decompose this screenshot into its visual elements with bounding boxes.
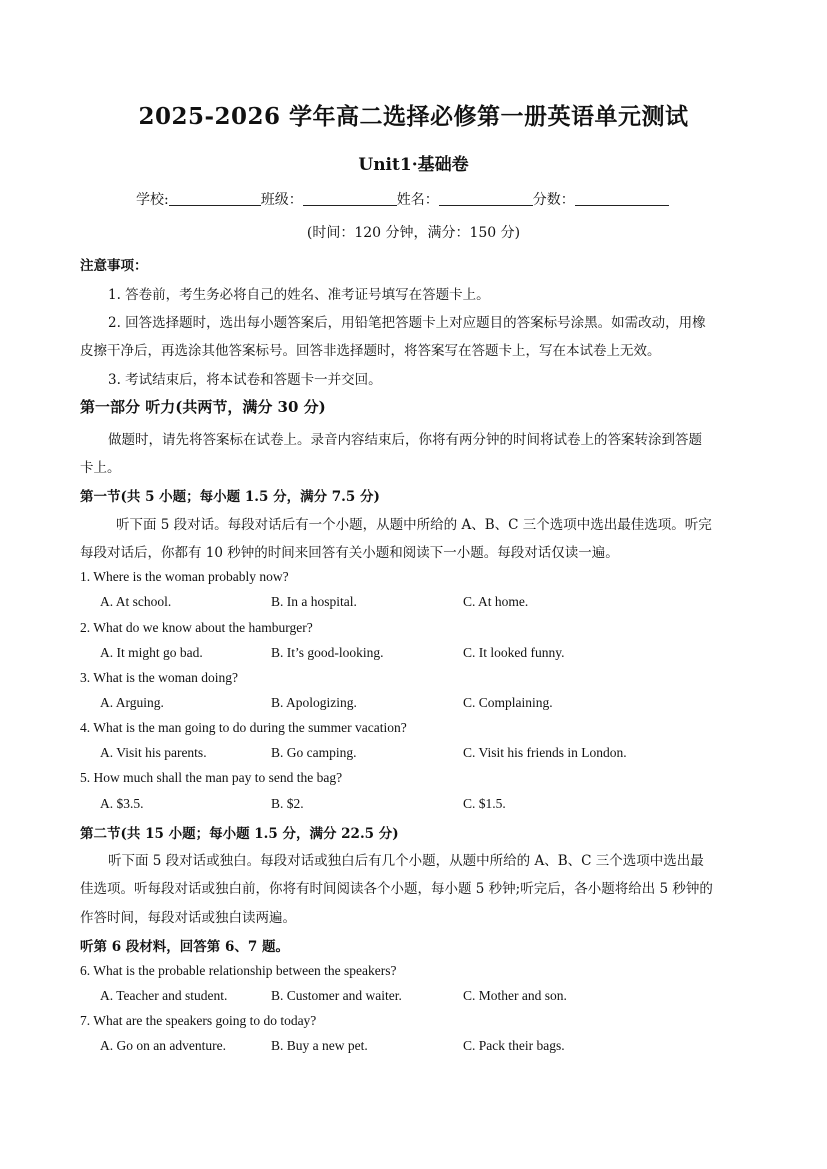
question-2-option-c[interactable]: C. It looked funny. <box>463 645 565 660</box>
question-6-option-a[interactable]: A. Teacher and student. <box>100 988 228 1003</box>
school-blank[interactable] <box>169 191 261 206</box>
question-3-option-a[interactable]: A. Arguing. <box>100 695 164 710</box>
section1-heading: 第一节(共 5 小题；每小题 1.5 分，满分 7.5 分) <box>80 489 380 505</box>
question-6: 6. What is the probable relationship between the speakers? <box>80 963 397 978</box>
question-3-option-b[interactable]: B. Apologizing. <box>271 695 357 710</box>
notes-heading: 注意事项： <box>80 258 148 274</box>
question-6-option-c[interactable]: C. Mother and son. <box>463 988 567 1003</box>
question-2: 2. What do we know about the hamburger? <box>80 620 313 635</box>
exam-title: 2025-2026 学年高二选择必修第一册英语单元测试 <box>138 103 689 130</box>
time-info: (时间：120 分钟，满分：150 分) <box>306 225 521 241</box>
name-label: 姓名： <box>396 192 439 208</box>
question-7-option-c[interactable]: C. Pack their bags. <box>463 1038 565 1053</box>
part1-heading: 第一部分 听力(共两节，满分 30 分) <box>80 398 326 416</box>
material-6-heading: 听第 6 段材料，回答第 6、7 题。 <box>80 939 289 955</box>
section2-heading: 第二节(共 15 小题；每小题 1.5 分，满分 22.5 分) <box>80 826 399 842</box>
section2-intro-line1: 听下面 5 段对话或独白。每段对话或独白后有几个小题，从题中所给的 A、B、C 三个选项中选出最 <box>108 853 704 869</box>
school-label: 学校: <box>136 192 169 208</box>
part1-intro-line1: 做题时，请先将答案标在试卷上。录音内容结束后，你将有两分钟的时间将试卷上的答案转涂到答题 <box>108 432 702 448</box>
question-5-option-a[interactable]: A. $3.5. <box>100 796 144 811</box>
question-6-option-b[interactable]: B. Customer and waiter. <box>271 988 402 1003</box>
question-4-option-a[interactable]: A. Visit his parents. <box>100 745 207 760</box>
question-2-option-a[interactable]: A. It might go bad. <box>100 645 203 660</box>
note-item-2-line1: 2. 回答选择题时，选出每小题答案后，用铅笔把答题卡上对应题目的答案标号涂黑。如需改动，用橡 <box>108 315 706 331</box>
question-1: 1. Where is the woman probably now? <box>80 569 289 584</box>
question-3-option-c[interactable]: C. Complaining. <box>463 695 553 710</box>
question-4-option-c[interactable]: C. Visit his friends in London. <box>463 745 627 760</box>
score-blank[interactable] <box>575 191 669 206</box>
class-blank[interactable] <box>303 191 397 206</box>
question-7-option-a[interactable]: A. Go on an adventure. <box>100 1038 226 1053</box>
student-info-row <box>136 189 736 209</box>
section2-intro-line3: 作答时间，每段对话或独白读两遍。 <box>80 910 296 926</box>
note-item-2-line2: 皮擦干净后，再选涂其他答案标号。回答非选择题时，将答案写在答题卡上，写在本试卷上无效。 <box>80 343 661 359</box>
question-1-option-c[interactable]: C. At home. <box>463 594 529 609</box>
question-5-option-c[interactable]: C. $1.5. <box>463 796 506 811</box>
question-5-option-b[interactable]: B. $2. <box>271 796 304 811</box>
section1-intro-line1: 听下面 5 段对话。每段对话后有一个小题，从题中所给的 A、B、C 三个选项中选出最佳选项。听完 <box>116 517 712 533</box>
name-blank[interactable] <box>439 191 533 206</box>
question-1-option-a[interactable]: A. At school. <box>100 594 172 609</box>
question-4: 4. What is the man going to do during the summer vacation? <box>80 720 407 735</box>
part1-intro-line2: 卡上。 <box>80 460 121 476</box>
question-1-option-b[interactable]: B. In a hospital. <box>271 594 357 609</box>
question-7: 7. What are the speakers going to do today? <box>80 1013 317 1028</box>
question-7-option-b[interactable]: B. Buy a new pet. <box>271 1038 368 1053</box>
note-item-3: 3. 考试结束后，将本试卷和答题卡一并交回。 <box>108 372 382 388</box>
note-item-1: 1. 答卷前，考生务必将自己的姓名、准考证号填写在答题卡上。 <box>108 287 490 303</box>
class-label: 班级： <box>260 192 303 208</box>
exam-subtitle: Unit1·基础卷 <box>358 155 469 175</box>
section2-intro-line2: 佳选项。听每段对话或独白前，你将有时间阅读各个小题，每小题 5 秒钟;听完后，各小题将给出 5 秒钟的 <box>80 881 713 897</box>
question-2-option-b[interactable]: B. It’s good-looking. <box>271 645 384 660</box>
section1-intro-line2: 每段对话后，你都有 10 秒钟的时间来回答有关小题和阅读下一小题。每段对话仅读一遍。 <box>80 545 619 561</box>
question-5: 5. How much shall the man pay to send the bag? <box>80 770 343 785</box>
question-4-option-b[interactable]: B. Go camping. <box>271 745 357 760</box>
question-3: 3. What is the woman doing? <box>80 670 238 685</box>
score-label: 分数： <box>532 192 575 208</box>
